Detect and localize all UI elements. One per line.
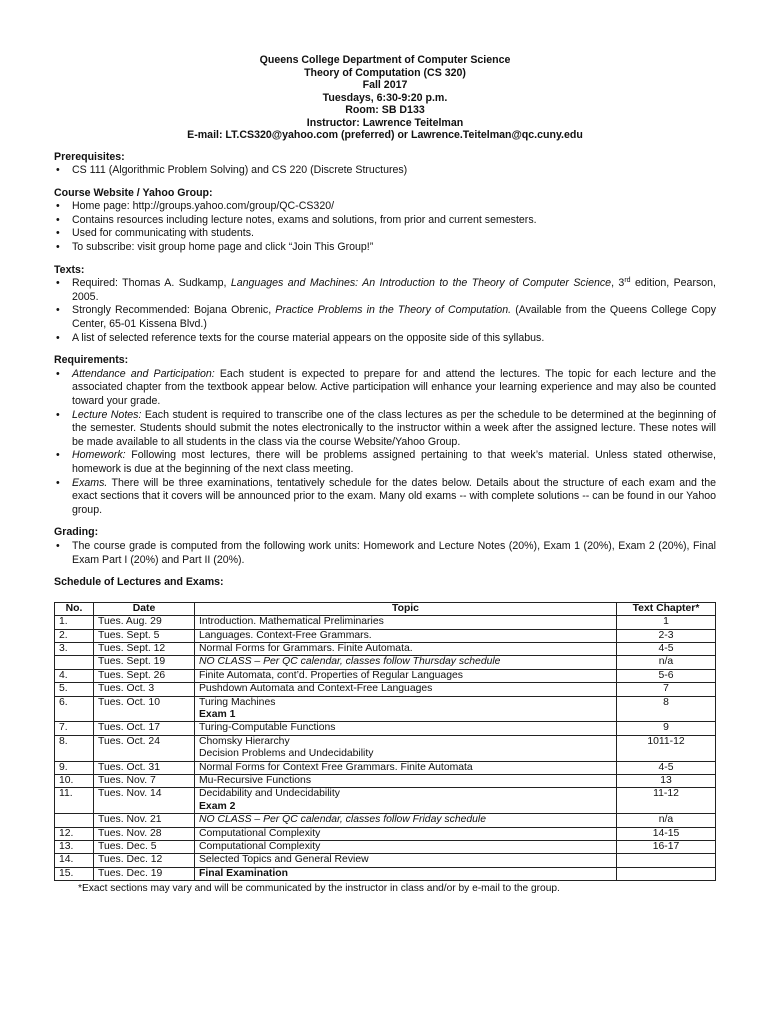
row-date: Tues. Nov. 14	[94, 788, 195, 814]
chapter-text: 2-3	[658, 629, 674, 641]
table-row	[55, 827, 716, 840]
topic-text: Final Examination	[199, 867, 288, 879]
row-chapter	[617, 854, 716, 867]
chapter-text: 9	[663, 722, 669, 734]
table-row	[55, 656, 716, 669]
chapter-text: 4-5	[658, 642, 674, 654]
row-topic	[195, 775, 617, 788]
texts-list	[54, 277, 716, 345]
row-date: Tues. Sept. 26	[94, 669, 195, 682]
row-date: Tues. Nov. 28	[94, 827, 195, 840]
row-chapter	[617, 669, 716, 682]
chapter-text: 16-17	[652, 841, 680, 853]
topic-text: Introduction. Mathematical Preliminaries	[199, 616, 384, 628]
table-row	[55, 814, 716, 827]
row-date: Tues. Sept. 19	[94, 656, 195, 669]
row-topic	[195, 696, 617, 722]
section-title: Course Website / Yahoo Group:	[54, 186, 213, 199]
table-row	[55, 696, 716, 722]
chapter-text: n/a	[658, 814, 674, 826]
table-row	[55, 722, 716, 735]
requirements-list	[54, 368, 716, 518]
list-item: • The course grade is computed from the following work units: Homework and Lecture Notes (20%), Exam 1 (20%), Exam 2 (20%), Final Exam Part I (20%) and Part II (20%).	[54, 540, 716, 567]
row-chapter	[617, 629, 716, 642]
row-number: 3.	[55, 642, 94, 655]
row-number: 13.	[55, 841, 94, 854]
requirement-label: Attendance and Participation:	[72, 367, 215, 380]
section-title: Texts:	[54, 263, 85, 276]
requirement-exams	[54, 477, 716, 518]
topic-text-secondary: Decision Problems and Undecidability	[199, 748, 374, 760]
table-row	[55, 669, 716, 682]
row-topic	[195, 683, 617, 696]
row-number: 11.	[55, 788, 94, 814]
row-date: Tues. Sept. 5	[94, 629, 195, 642]
row-number: 5.	[55, 683, 94, 696]
chapter-text: 1	[663, 616, 669, 628]
list-item: • To subscribe: visit group home page and click “Join This Group!”	[54, 241, 716, 255]
row-number: 10.	[55, 775, 94, 788]
row-number: 9.	[55, 761, 94, 774]
website-section	[54, 187, 716, 255]
row-topic	[195, 735, 617, 761]
row-topic	[195, 814, 617, 827]
grading-section	[54, 526, 716, 567]
prerequisites-list	[54, 164, 716, 178]
syllabus-header	[54, 54, 716, 142]
column-header-chapter: Text Chapter*	[617, 602, 716, 615]
row-date: Tues. Nov. 21	[94, 814, 195, 827]
meeting-time: Tuesdays, 6:30-9:20 p.m.	[322, 91, 448, 104]
instructor-line: Instructor: Lawrence Teitelman	[306, 116, 464, 129]
chapter-text: 14-15	[652, 827, 680, 839]
row-topic	[195, 642, 617, 655]
row-chapter	[617, 656, 716, 669]
column-header-topic: Topic	[195, 602, 617, 615]
row-topic	[195, 761, 617, 774]
row-chapter	[617, 735, 716, 761]
table-header-row	[55, 602, 716, 615]
table-row	[55, 629, 716, 642]
section-title: Prerequisites:	[54, 150, 125, 163]
row-chapter	[617, 642, 716, 655]
row-topic	[195, 722, 617, 735]
requirement-label: Lecture Notes:	[72, 408, 142, 421]
chapter-text: 11-12	[653, 788, 679, 800]
chapter-text-secondary: 11-12	[658, 735, 685, 747]
row-number: 15.	[55, 867, 94, 880]
topic-text: Computational Complexity	[199, 841, 321, 853]
requirement-text: There will be three examinations, tentatively schedule for the dates below. Details about the structure of each exam and the exact sections that it covers will be announced prior to the exam. Many old exams -- with complete solutions -- can be found in our Yahoo group.	[72, 476, 716, 516]
topic-text: Pushdown Automata and Context-Free Languages	[199, 683, 433, 695]
row-chapter	[617, 788, 716, 814]
requirement-text: Each student is required to transcribe one of the class lectures as per the schedule to be determined at the beginning of the semester. Students should submit the notes electronically to the instructor within a week after the assigned lecture. These notes will be made available to all students in the class via the course Website/Yahoo Group.	[72, 408, 716, 448]
row-chapter	[617, 696, 716, 722]
row-number: 6.	[55, 696, 94, 722]
row-date: Tues. Nov. 7	[94, 775, 195, 788]
row-number: 14.	[55, 854, 94, 867]
schedule-title: Schedule of Lectures and Exams:	[54, 576, 224, 589]
row-topic	[195, 867, 617, 880]
list-item-recommended-text	[54, 304, 716, 331]
list-item: • Home page: http://groups.yahoo.com/group/QC-CS320/	[54, 200, 716, 214]
requirement-lecture-notes	[54, 409, 716, 450]
row-topic	[195, 827, 617, 840]
row-number: 7.	[55, 722, 94, 735]
table-row	[55, 735, 716, 761]
row-number: 8.	[55, 735, 94, 761]
row-date: Tues. Aug. 29	[94, 616, 195, 629]
row-date: Tues. Oct. 24	[94, 735, 195, 761]
list-item-required-text	[54, 277, 716, 304]
row-chapter	[617, 761, 716, 774]
row-topic	[195, 616, 617, 629]
topic-text: Computational Complexity	[199, 827, 321, 839]
topic-text: Mu-Recursive Functions	[199, 775, 312, 786]
texts-section	[54, 264, 716, 346]
table-row	[55, 642, 716, 655]
table-row	[55, 788, 716, 814]
row-topic	[195, 841, 617, 854]
row-number	[55, 656, 94, 669]
schedule-body	[55, 616, 716, 881]
grading-list	[54, 540, 716, 567]
table-row	[55, 867, 716, 880]
requirement-label: Homework:	[72, 449, 126, 462]
row-number: 4.	[55, 669, 94, 682]
row-chapter	[617, 616, 716, 629]
chapter-text: 8	[663, 696, 669, 708]
department-line: Queens College Department of Computer Science	[259, 54, 511, 66]
row-date: Tues. Dec. 5	[94, 841, 195, 854]
list-item: • A list of selected reference texts for the course material appears on the opposite side of this syllabus.	[54, 332, 716, 346]
requirement-attendance	[54, 368, 716, 409]
topic-text: Selected Topics and General Review	[199, 854, 369, 866]
requirements-section	[54, 354, 716, 517]
row-date: Tues. Dec. 12	[94, 854, 195, 867]
requirement-text: Following most lectures, there will be problems assigned pertaining to that week’s material. Unless stated otherwise, homework is due at the beginning of the next class meeting.	[72, 449, 716, 475]
section-title: Requirements:	[54, 354, 129, 367]
topic-text: Chomsky Hierarchy	[199, 735, 290, 747]
book-title: Practice Problems in the Theory of Computation.	[275, 304, 512, 317]
topic-text-secondary: Exam 1	[199, 708, 236, 720]
row-chapter	[617, 722, 716, 735]
prerequisites-section	[54, 151, 716, 178]
list-item: • Used for communicating with students.	[54, 227, 716, 241]
topic-text-secondary: Exam 2	[199, 800, 236, 812]
list-item: • Contains resources including lecture notes, exams and solutions, from prior and current semesters.	[54, 214, 716, 228]
requirement-text: Each student is expected to prepare for and attend the lectures. The topic for each lecture and the associated chapter from the textbook appear below. Active participation will enhance your learning experience and may also be counted toward your grade.	[72, 367, 716, 407]
chapter-text: 7	[663, 683, 669, 695]
row-number: 1.	[55, 616, 94, 629]
row-date: Tues. Oct. 10	[94, 696, 195, 722]
edition-superscript: rd	[624, 277, 631, 285]
row-chapter	[617, 867, 716, 880]
row-number	[55, 814, 94, 827]
table-row	[55, 775, 716, 788]
topic-text: NO CLASS – Per QC calendar, classes follow Thursday schedule	[199, 656, 501, 668]
row-topic	[195, 656, 617, 669]
topic-text: Turing Machines	[199, 696, 276, 708]
text-prefix: Required: Thomas A. Sudkamp,	[72, 277, 231, 290]
row-date: Tues. Oct. 17	[94, 722, 195, 735]
row-date: Tues. Dec. 19	[94, 867, 195, 880]
column-header-date: Date	[94, 602, 195, 615]
chapter-text: 5-6	[658, 669, 674, 681]
table-row	[55, 616, 716, 629]
topic-text: Decidability and Undecidability	[199, 788, 340, 800]
row-chapter	[617, 841, 716, 854]
requirement-homework	[54, 449, 716, 476]
row-topic	[195, 854, 617, 867]
section-title: Grading:	[54, 526, 99, 539]
row-date: Tues. Oct. 3	[94, 683, 195, 696]
row-chapter	[617, 814, 716, 827]
table-row	[55, 854, 716, 867]
topic-text: Normal Forms for Context Free Grammars. Finite Automata	[199, 761, 473, 773]
table-row	[55, 683, 716, 696]
email-line: E-mail: LT.CS320@yahoo.com (preferred) or Lawrence.Teitelman@qc.cuny.edu	[187, 129, 583, 141]
row-number: 12.	[55, 827, 94, 840]
table-row	[55, 761, 716, 774]
text-mid: , 3	[611, 277, 625, 290]
topic-text: Normal Forms for Grammars. Finite Automata.	[199, 642, 413, 654]
table-row	[55, 841, 716, 854]
term-line: Fall 2017	[362, 79, 408, 91]
book-title: Languages and Machines: An Introduction to the Theory of Computer Science	[230, 277, 612, 290]
row-number: 2.	[55, 629, 94, 642]
topic-text: NO CLASS – Per QC calendar, classes follow Friday schedule	[199, 814, 487, 826]
topic-text: Finite Automata, cont’d. Properties of Regular Languages	[199, 669, 463, 681]
chapter-text: 13	[660, 775, 672, 786]
row-chapter	[617, 775, 716, 788]
topic-text: Turing-Computable Functions	[199, 722, 336, 734]
website-list	[54, 200, 716, 254]
row-chapter	[617, 827, 716, 840]
room-line: Room: SB D133	[345, 104, 425, 116]
syllabus-page	[54, 54, 716, 895]
row-chapter	[617, 683, 716, 696]
course-title: Theory of Computation (CS 320)	[304, 66, 466, 79]
row-topic	[195, 788, 617, 814]
text-suffix: (Available from the Queens College Copy Center, 65-01 Kissena Blvd.)	[72, 304, 716, 331]
text-prefix: Strongly Recommended: Bojana Obrenic,	[72, 304, 276, 317]
row-date: Tues. Oct. 31	[94, 761, 195, 774]
column-header-no: No.	[55, 602, 94, 615]
chapter-text: 4-5	[658, 761, 674, 773]
row-topic	[195, 669, 617, 682]
schedule-footnote: *Exact sections may vary and will be communicated by the instructor in class and/or by e-mail to the group.	[78, 883, 560, 895]
chapter-text: 10	[647, 735, 659, 747]
row-topic	[195, 629, 617, 642]
text-suffix: edition, Pearson, 2005.	[72, 277, 717, 303]
requirement-label: Exams.	[72, 476, 108, 489]
list-item: • CS 111 (Algorithmic Problem Solving) and CS 220 (Discrete Structures)	[54, 164, 716, 178]
topic-text: Languages. Context-Free Grammars.	[199, 629, 372, 641]
chapter-text: n/a	[658, 656, 674, 668]
row-date: Tues. Sept. 12	[94, 642, 195, 655]
schedule-table	[54, 602, 716, 882]
